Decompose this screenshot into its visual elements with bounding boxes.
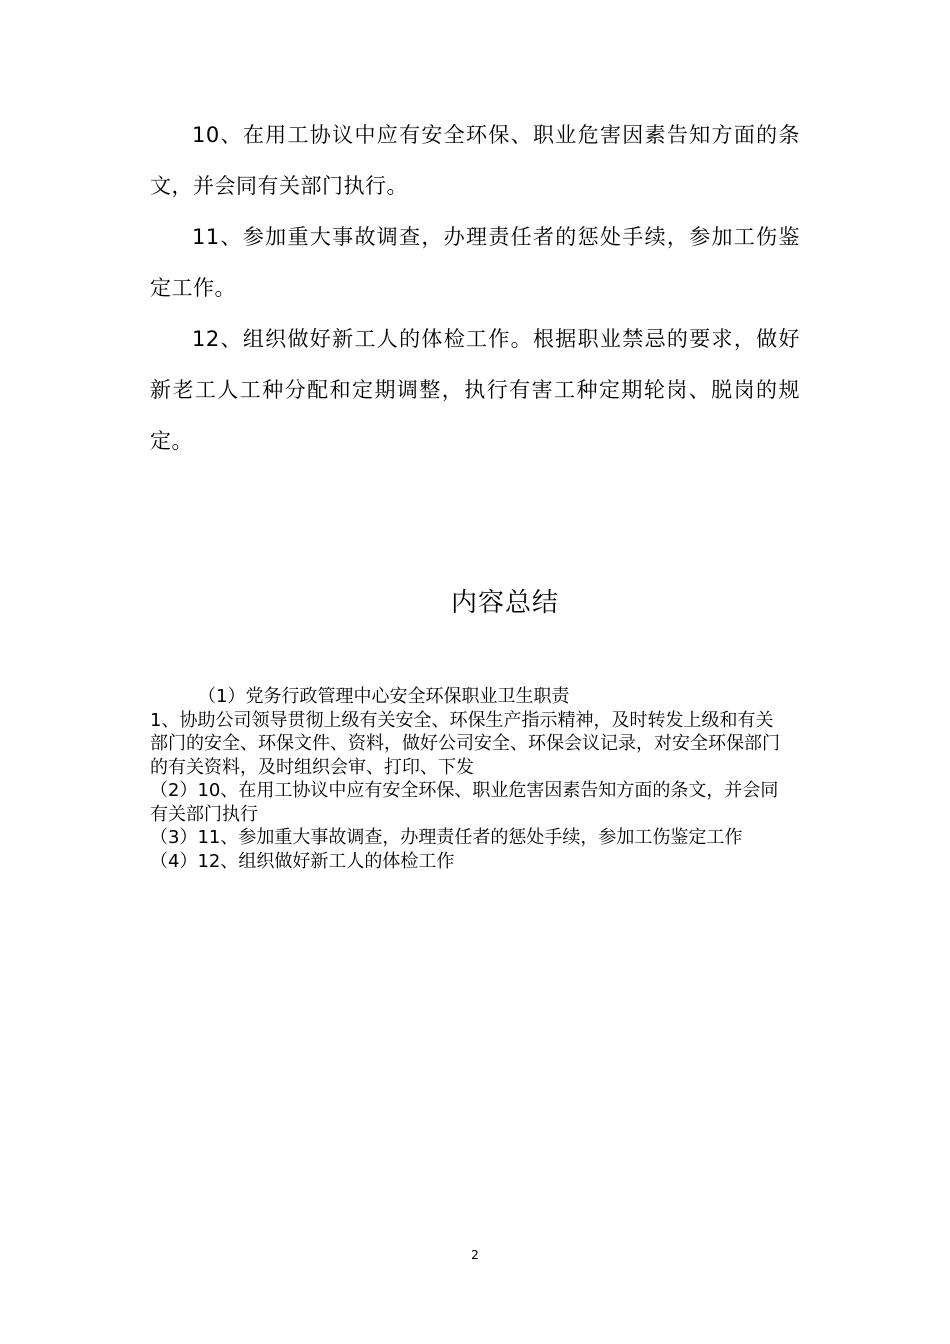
summary-item-4: （4）12、组织做好新工人的体检工作 xyxy=(150,850,455,872)
summary-item-1: （1）党务行政管理中心安全环保职业卫生职责 xyxy=(198,686,570,707)
paragraph-item-12: 12、组织做好新工人的体检工作。根据职业禁忌的要求，做好新老工人工种分配和定期调整，执行有害工种定期轮岗、脱岗的规定。 xyxy=(150,327,800,453)
body-text xyxy=(150,110,800,467)
summary-item-1-detail: 1、协助公司领导贯彻上级有关安全、环保生产指示精神，及时转发上级和有关部门的安全、环保文件、资料，做好公司安全、环保会议记录，对安全环保部门的有关资料，及时组织会审、打印、下发 xyxy=(150,709,780,778)
summary-list xyxy=(150,685,790,873)
paragraph-item-10: 10、在用工协议中应有安全环保、职业危害因素告知方面的条文，并会同有关部门执行。 xyxy=(150,123,800,198)
summary-title: 内容总结 xyxy=(450,588,559,618)
summary-item-2: （2）10、在用工协议中应有安全环保、职业危害因素告知方面的条文，并会同有关部门执行 xyxy=(150,780,779,825)
paragraph-item-11: 11、参加重大事故调查，办理责任者的惩处手续，参加工伤鉴定工作。 xyxy=(150,225,800,300)
summary-item-3: （3）11、参加重大事故调查，办理责任者的惩处手续，参加工伤鉴定工作 xyxy=(150,827,743,848)
page-number: 2 xyxy=(471,1248,479,1262)
